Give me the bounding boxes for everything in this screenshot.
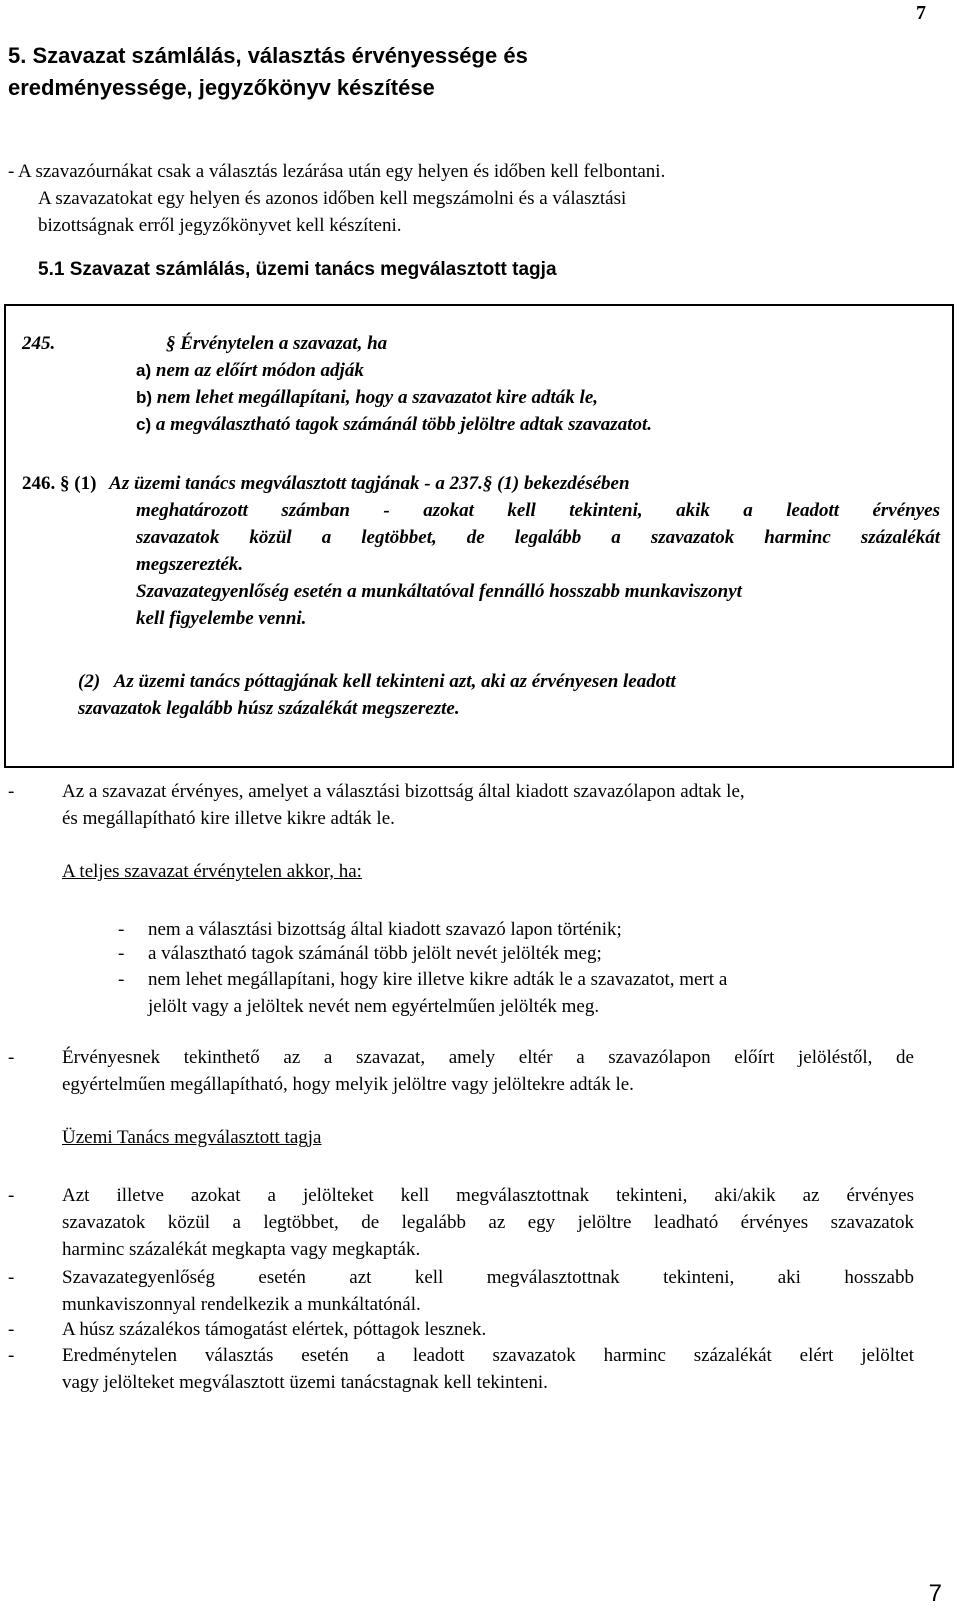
paragraph-line: szavazatok közül a legtöbbet, de legalább az egy jelöltre leadható érvényes szavazatok — [62, 1212, 914, 1233]
section-heading — [8, 40, 708, 104]
paragraph-line: és megállapítható kire illetve kikre adták le. — [62, 808, 395, 829]
list-dash: - — [118, 969, 125, 990]
item-letter: a) — [136, 361, 152, 380]
law-246-line: Szavazategyenlőség esetén a munkáltatóval fennálló hosszabb munkaviszonyt — [136, 581, 742, 602]
law-245-item — [136, 384, 916, 411]
invalid-item-line: nem lehet megállapítani, hogy kire illetve kikre adták le a szavazatot, mert a — [148, 969, 728, 990]
law-246-head — [22, 470, 922, 497]
law-246-paragraph-2 — [78, 668, 938, 722]
law-245-title: § Érvénytelen a szavazat, ha — [166, 333, 388, 354]
invalid-item: nem a választási bizottság által kiadott szavazó lapon történik; — [148, 919, 622, 940]
member-item — [62, 1182, 914, 1263]
valid-deviation-paragraph — [62, 1044, 914, 1098]
page-number-bottom: 7 — [928, 1580, 942, 1607]
item-text: a megválasztható tagok számánál több jelöltre adtak szavazatot. — [155, 414, 653, 435]
law-246-line: kell figyelembe venni. — [136, 608, 307, 629]
bullet-dash: - — [8, 1047, 15, 1068]
law-246-line: megszerezték. — [136, 554, 244, 575]
list-dash: - — [118, 919, 125, 940]
subsection-heading: 5.1 Szavazat számlálás, üzemi tanács megválasztott tagja — [38, 259, 557, 280]
member-title: Üzemi Tanács megválasztott tagja — [62, 1127, 322, 1148]
paragraph-line: A húsz százalékos támogatást elértek, póttagok lesznek. — [62, 1319, 487, 1340]
member-item — [62, 1264, 914, 1318]
law-246-p2-line: szavazatok legalább húsz százalékát megszerezte. — [78, 698, 460, 719]
invalid-item: a választható tagok számánál több jelölt nevét jelölték meg; — [148, 943, 602, 964]
page-number-top: 7 — [916, 2, 926, 24]
bullet-dash: - — [8, 1345, 15, 1366]
law-245-item — [136, 357, 916, 384]
item-letter: c) — [136, 415, 152, 434]
intro-paragraph — [8, 158, 908, 239]
paragraph-line: Eredménytelen választás esetén a leadott szavazatok harminc százalékát elért jelöltet — [62, 1345, 914, 1366]
intro-line: A szavazatokat egy helyen és azonos időben kell megszámolni és a választási — [38, 188, 627, 209]
bullet-dash: - — [8, 1267, 15, 1288]
member-item — [62, 1316, 952, 1343]
intro-line: - A szavazóurnákat csak a választás lezárása után egy helyen és időben kell felbontani. — [8, 161, 666, 182]
bullet-dash: - — [8, 1185, 15, 1206]
item-text: nem az előírt módon adják — [155, 360, 364, 381]
item-letter: b) — [136, 388, 153, 407]
bullet-dash: - — [8, 781, 15, 802]
list-dash: - — [118, 943, 125, 964]
law-245-number: 245. — [22, 333, 56, 354]
paragraph-line: Szavazategyenlőség esetén azt kell megválasztottnak tekinteni, aki hosszabb — [62, 1267, 914, 1288]
paragraph-line: vagy jelölteket megválasztott üzemi tanácstagnak kell tekinteni. — [62, 1372, 548, 1393]
invalid-item — [148, 966, 727, 1020]
bullet-dash: - — [8, 1319, 15, 1340]
paragraph-line: harminc százalékát megkapta vagy megkapták. — [62, 1239, 421, 1260]
item-text: nem lehet megállapítani, hogy a szavazatot kire adták le, — [156, 387, 599, 408]
invalid-title: A teljes szavazat érvénytelen akkor, ha: — [62, 861, 362, 882]
valid-vote-paragraph — [62, 778, 952, 832]
section-heading-line: 5. Szavazat számlálás, választás érvényessége és — [8, 43, 528, 68]
law-246-p2-line: (2) Az üzemi tanács póttagjának kell tekinteni azt, aki az érvényesen leadott — [78, 671, 676, 692]
paragraph-line: Az a szavazat érvényes, amelyet a választási bizottság által kiadott szavazólapon adtak le, — [62, 781, 745, 802]
law-246-line: meghatározott számban - azokat kell tekinteni, akik a leadott érvényes — [136, 500, 940, 521]
invalid-item-line: jelölt vagy a jelöltek nevét nem egyértelműen jelölték meg. — [148, 996, 600, 1017]
intro-line: bizottságnak erről jegyzőkönyvet kell készíteni. — [38, 215, 402, 236]
member-item — [62, 1342, 914, 1396]
law-246-head-text: Az üzemi tanács megválasztott tagjának - a 237.§ (1) bekezdésében — [109, 473, 630, 494]
paragraph-line: Azt illetve azokat a jelölteket kell megválasztottnak tekinteni, aki/akik az érvényes — [62, 1185, 914, 1206]
law-246-line: szavazatok közül a legtöbbet, de legalább a szavazatok harminc százalékát — [136, 527, 940, 548]
paragraph-line: munkaviszonnyal rendelkezik a munkáltatónál. — [62, 1294, 421, 1315]
law-245-item — [136, 411, 916, 438]
paragraph-line: egyértelműen megállapítható, hogy melyik jelöltre vagy jelöltekre adták le. — [62, 1074, 634, 1095]
paragraph-line: Érvényesnek tekinthető az a szavazat, amely eltér a szavazólapon előírt jelöléstől, de — [62, 1047, 914, 1068]
law-246-body — [136, 497, 940, 632]
section-heading-line: eredményessége, jegyzőkönyv készítése — [8, 75, 435, 100]
law-246-number: 246. § (1) — [22, 473, 97, 494]
